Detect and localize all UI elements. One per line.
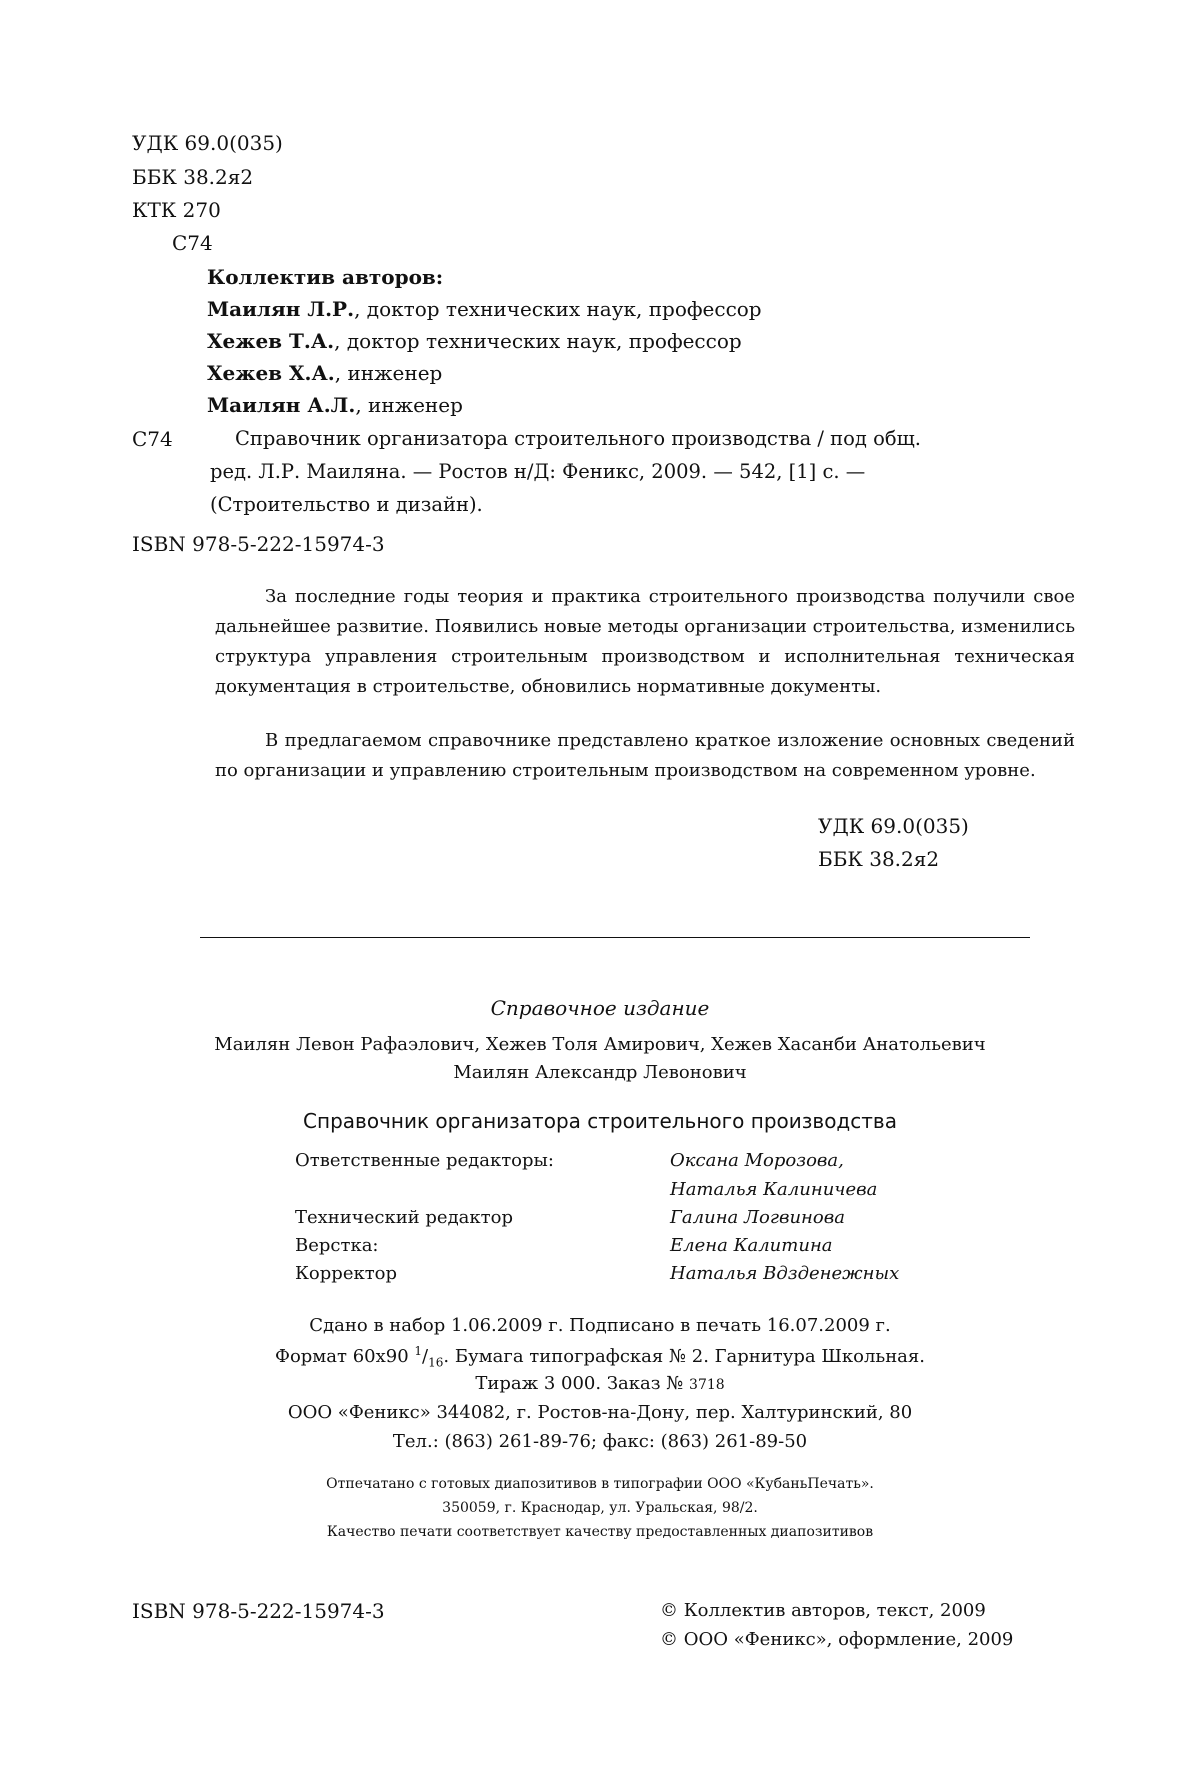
staff-role: Технический редактор [295, 1207, 513, 1228]
authors-full-line-1: Маилян Левон Рафаэлович, Хежев Толя Амирович, Хежев Хасанби Анатольевич [214, 1034, 986, 1055]
staff-name: Наталья Вдзденежных [670, 1263, 900, 1284]
abstract-bbk: ББК 38.2я2 [818, 847, 940, 871]
book-title: Справочник организатора строительного производства [303, 1109, 897, 1133]
author-mark: С74 [172, 231, 213, 255]
printer-address: 350059, г. Краснодар, ул. Уральская, 98/2. [442, 1500, 758, 1516]
author-line [207, 298, 762, 321]
citation-line-1: Справочник организатора строительного производства / под общ. [235, 427, 921, 450]
staff-role: Верстка: [295, 1235, 379, 1256]
staff-role: Ответственные редакторы: [295, 1150, 554, 1171]
copyright-publisher: © ООО «Феникс», оформление, 2009 [660, 1629, 1014, 1650]
citation-line-2: ред. Л.Р. Маиляна. — Ростов н/Д: Феникс, 2009. — 542, [1] с. — [210, 460, 866, 483]
print-dates: Сдано в набор 1.06.2009 г. Подписано в печать 16.07.2009 г. [309, 1315, 891, 1336]
author-name: Хежев Х.А. [207, 361, 335, 385]
author-line [207, 330, 742, 353]
author-role: , доктор технических наук, профессор [354, 297, 762, 321]
author-role: , доктор технических наук, профессор [334, 329, 742, 353]
edition-type: Справочное издание [490, 996, 710, 1020]
authors-full-line-2: Маилян Александр Левонович [453, 1062, 747, 1083]
staff-name: Галина Логвинова [670, 1207, 845, 1228]
order-number: 3718 [689, 1377, 725, 1393]
author-name: Маилян А.Л. [207, 393, 356, 417]
format-info: Формат 60x90 $^1/_{16}$. Бумага типографская № 2. Гарнитура Школьная. [275, 1344, 925, 1370]
citation-mark: С74 [132, 427, 173, 451]
print-quality-note: Качество печати соответствует качеству предоставленных диапозитивов [326, 1524, 874, 1540]
footer-isbn: ISBN 978-5-222-15974-3 [132, 1599, 385, 1623]
abstract-udk: УДК 69.0(035) [818, 814, 969, 838]
author-role: , инженер [355, 393, 463, 417]
copyright-authors: © Коллектив авторов, текст, 2009 [660, 1600, 986, 1621]
author-role: , инженер [334, 361, 443, 385]
author-name: Хежев Т.А. [207, 329, 335, 353]
staff-role: Корректор [295, 1263, 398, 1284]
format-suffix: . Бумага типографская № 2. Гарнитура Школьная. [443, 1346, 925, 1367]
staff-name: Оксана Морозова, [670, 1150, 844, 1171]
author-line [207, 362, 442, 385]
abstract-paragraph-1: За последние годы теория и практика строительного производства получили свое дальнейшее развитие. Появились новые методы организации строительства, изменились структура управления строительным производством и исполнительная техническая документация в строительстве, обновились нормативные документы. [215, 586, 1075, 697]
bbk-code: ББК 38.2я2 [132, 165, 254, 189]
udk-code: УДК 69.0(035) [132, 131, 283, 155]
format-denominator: 16 [428, 1355, 444, 1370]
format-prefix: Формат 60x90 [275, 1346, 415, 1367]
author-line [207, 394, 463, 417]
publisher-phones: Тел.: (863) 261-89-76; факс: (863) 261-89-50 [392, 1431, 808, 1452]
abstract-paragraph-2: В предлагаемом справочнике представлено краткое изложение основных сведений по организации и управлению строительным производством на современном уровне. [215, 730, 1075, 781]
citation-line-3: (Строительство и дизайн). [210, 493, 483, 516]
author-name: Маилян Л.Р. [207, 297, 355, 321]
format-numerator: 1 [414, 1344, 423, 1358]
print-run [0, 1374, 1200, 1395]
divider [200, 937, 1030, 938]
print-run-label: Тираж 3 000. Заказ № [475, 1373, 690, 1394]
isbn: ISBN 978-5-222-15974-3 [132, 532, 385, 556]
printed-by: Отпечатано с готовых диапозитивов в типографии ООО «КубаньПечать». [326, 1476, 874, 1492]
publisher-address: ООО «Феникс» 344082, г. Ростов-на-Дону, пер. Халтуринский, 80 [287, 1402, 913, 1423]
ktk-code: КТК 270 [132, 198, 221, 222]
authors-heading: Коллектив авторов: [207, 265, 444, 289]
staff-name: Елена Калитина [670, 1235, 833, 1256]
staff-name: Наталья Калиничева [670, 1179, 878, 1200]
